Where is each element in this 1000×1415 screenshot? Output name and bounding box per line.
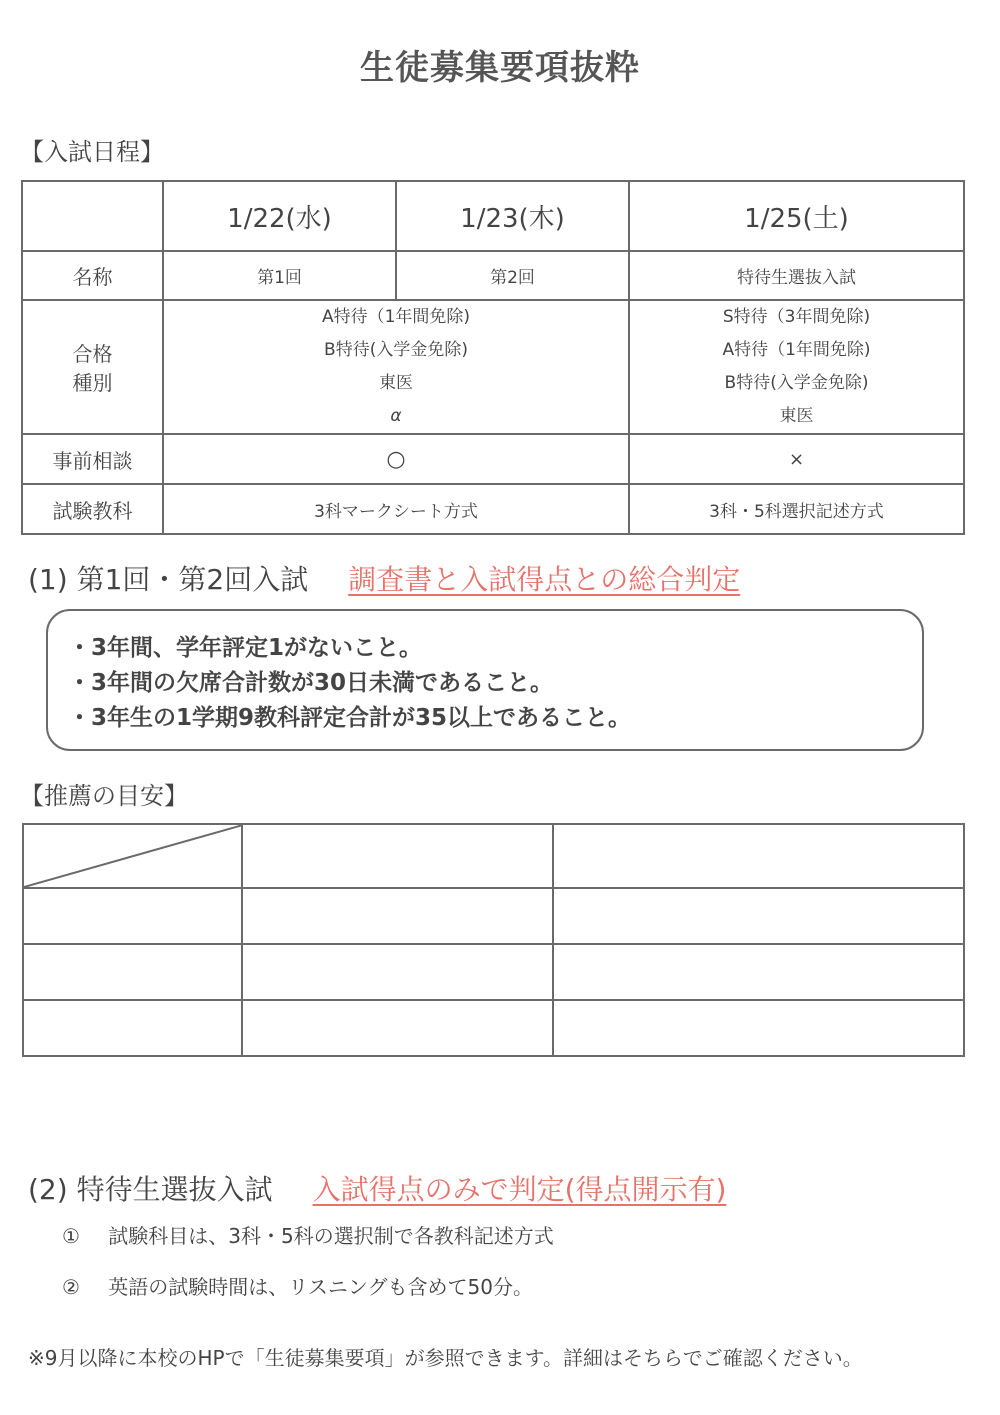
table-cell [242, 824, 553, 888]
table-row [22, 434, 964, 484]
table-cell [23, 944, 242, 1000]
table-cell [553, 1000, 964, 1056]
pass-type: B特待(入学金免除) [724, 373, 869, 393]
recommend-label: 【推薦の目安】 [20, 782, 188, 810]
page-title: 生徒募集要項抜粋 [360, 48, 640, 88]
table-cell [242, 888, 553, 944]
pass-label-line2: 種別 [72, 371, 113, 395]
date-2: 1/23(木) [396, 181, 629, 251]
name-1: 第1回 [163, 251, 396, 300]
section2-title: (2) 特待生選抜入試 [28, 1173, 273, 1206]
name-3: 特待生選抜入試 [629, 251, 964, 300]
date-1: 1/22(水) [163, 181, 396, 251]
table-cell [553, 824, 964, 888]
diagonal-line [24, 825, 243, 887]
table-cell [23, 1000, 242, 1056]
section1-highlight: 調査書と入試得点との総合判定 [348, 563, 741, 596]
pass-type: α [390, 406, 402, 426]
pass-types-round-1-2 [163, 300, 629, 434]
pass-type: S特待（3年間免除) [722, 307, 871, 327]
table-row [23, 944, 964, 1000]
pass-types-scholarship [629, 300, 964, 434]
table-row [22, 484, 964, 534]
section1-title: (1) 第1回・第2回入試 [28, 563, 309, 596]
table-cell [242, 944, 553, 1000]
subjects-scholarship: 3科・5科選択記述方式 [629, 484, 964, 534]
pass-type: A特待（1年間免除) [321, 307, 471, 327]
note-item [62, 1220, 554, 1249]
subjects-row-label: 試験教科 [22, 484, 163, 534]
table-row [23, 1000, 964, 1056]
criteria-item: ・3年生の1学期9教科評定合計が35以上であること。 [68, 705, 632, 731]
date-3: 1/25(土) [629, 181, 964, 251]
table-cell [242, 1000, 553, 1056]
note-number: ② [62, 1275, 80, 1299]
pass-type-row-label [22, 300, 163, 434]
section2-highlight: 入試得点のみで判定(得点開示有) [312, 1173, 727, 1206]
section2-heading [28, 1168, 726, 1208]
table-cell [23, 888, 242, 944]
table-row [23, 824, 964, 888]
schedule-table [21, 180, 965, 535]
note-number: ① [62, 1224, 80, 1248]
consult-row-label: 事前相談 [22, 434, 163, 484]
note-item [62, 1271, 533, 1300]
footer-note: ※9月以降に本校のHPで「生徒募集要項」が参照できます。詳細はそちらでご確認ください。 [28, 1346, 863, 1370]
criteria-box [46, 609, 924, 751]
table-row [22, 181, 964, 251]
schedule-label: 【入試日程】 [20, 138, 164, 166]
name-2: 第2回 [396, 251, 629, 300]
table-row [22, 300, 964, 434]
consult-round-1-2: ○ [163, 434, 629, 484]
pass-type: B特待(入学金免除) [324, 340, 468, 360]
note-text: 試験科目は、3科・5科の選択制で各教科記述方式 [108, 1224, 554, 1248]
criteria-item: ・3年間の欠席合計数が30日未満であること。 [68, 670, 554, 696]
recommend-table [22, 823, 965, 1057]
note-text: 英語の試験時間は、リスニングも含めて50分。 [108, 1275, 533, 1299]
criteria-item: ・3年間、学年評定1がないこと。 [68, 635, 423, 661]
table-row [23, 888, 964, 944]
consult-scholarship: × [629, 434, 964, 484]
table-cell [553, 888, 964, 944]
diagonal-header-cell [23, 824, 242, 888]
table-corner [22, 181, 163, 251]
pass-type: A特待（1年間免除) [722, 340, 871, 360]
table-cell [553, 944, 964, 1000]
pass-label-line1: 合格 [72, 342, 113, 366]
pass-type: 東医 [379, 373, 413, 393]
subjects-round-1-2: 3科マークシート方式 [163, 484, 629, 534]
pass-type: 東医 [779, 406, 814, 426]
name-row-label: 名称 [22, 251, 163, 300]
section1-heading [28, 558, 740, 598]
table-row [22, 251, 964, 300]
